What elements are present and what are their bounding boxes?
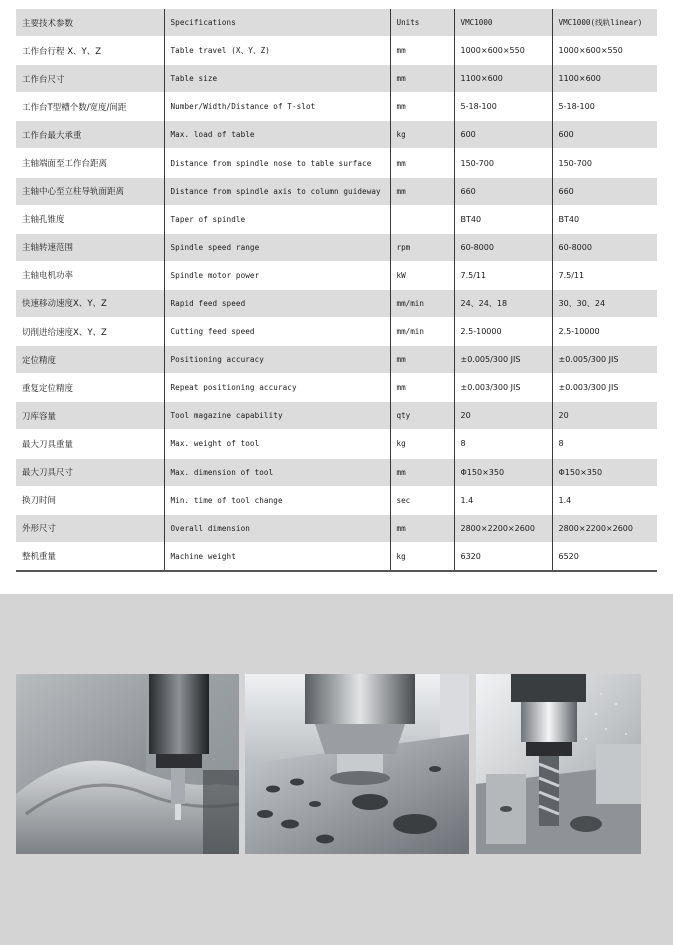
row-label-cn: 最大刀具重量 (16, 430, 164, 458)
row-label-en: Number/Width/Distance of T-slot (164, 93, 390, 121)
row-label-en: Spindle speed range (164, 233, 390, 261)
row-value-vmc1000-linear: 8 (552, 430, 657, 458)
row-label-cn: 重复定位精度 (16, 374, 164, 402)
table-row (16, 233, 657, 261)
row-label-en: Tool magazine capability (164, 402, 390, 430)
row-value-vmc1000: 660 (454, 177, 552, 205)
row-value-vmc1000: 7.5/11 (454, 261, 552, 289)
row-label-en: Distance from spindle nose to table surface (164, 149, 390, 177)
row-label-en: Overall dimension (164, 514, 390, 542)
row-value-vmc1000: 8 (454, 430, 552, 458)
table-row (16, 514, 657, 542)
table-row (16, 346, 657, 374)
row-label-cn: 主轴孔锥度 (16, 205, 164, 233)
table-row (16, 374, 657, 402)
row-label-en: Positioning accuracy (164, 346, 390, 374)
table-header-row (16, 9, 657, 37)
row-label-cn: 刀库容量 (16, 402, 164, 430)
row-value-vmc1000-linear: 5-18-100 (552, 93, 657, 121)
row-unit: mm (390, 514, 454, 542)
row-value-vmc1000-linear: 30、30、24 (552, 289, 657, 317)
row-value-vmc1000: 600 (454, 121, 552, 149)
machining-photo-2 (245, 674, 469, 854)
row-label-cn: 主轴中心至立柱导轨面距离 (16, 177, 164, 205)
row-label-en: Distance from spindle axis to column guideway (164, 177, 390, 205)
row-label-cn: 换刀时间 (16, 486, 164, 514)
photo-band (0, 594, 673, 945)
row-unit: qty (390, 402, 454, 430)
row-value-vmc1000-linear: Φ150×350 (552, 458, 657, 486)
row-label-cn: 切削进给速度X、Y、Z (16, 318, 164, 346)
row-value-vmc1000: 1000×600×550 (454, 37, 552, 65)
row-value-vmc1000: BT40 (454, 205, 552, 233)
row-label-en: Max. dimension of tool (164, 458, 390, 486)
row-unit: mm (390, 93, 454, 121)
row-value-vmc1000-linear: 600 (552, 121, 657, 149)
row-label-cn: 主轴端面至工作台距离 (16, 149, 164, 177)
row-label-cn: 工作台最大承重 (16, 121, 164, 149)
row-label-cn: 整机重量 (16, 542, 164, 571)
machining-photo-1 (16, 674, 239, 854)
row-value-vmc1000-linear: BT40 (552, 205, 657, 233)
row-value-vmc1000: 2.5-10000 (454, 318, 552, 346)
table-row (16, 93, 657, 121)
row-value-vmc1000: 1.4 (454, 486, 552, 514)
row-value-vmc1000-linear: 1.4 (552, 486, 657, 514)
table-row (16, 402, 657, 430)
row-value-vmc1000-linear: 7.5/11 (552, 261, 657, 289)
row-label-cn: 定位精度 (16, 346, 164, 374)
row-value-vmc1000-linear: 20 (552, 402, 657, 430)
row-value-vmc1000: 20 (454, 402, 552, 430)
row-label-cn: 工作台T型槽个数/宽度/间距 (16, 93, 164, 121)
row-unit: mm (390, 374, 454, 402)
row-unit: mm (390, 149, 454, 177)
row-unit: kW (390, 261, 454, 289)
table-row (16, 430, 657, 458)
row-unit: mm (390, 458, 454, 486)
row-label-en: Table travel (X、Y、Z) (164, 37, 390, 65)
machining-photo-3 (476, 674, 641, 854)
row-unit: mm (390, 37, 454, 65)
row-label-en: Machine weight (164, 542, 390, 571)
row-value-vmc1000-linear: 660 (552, 177, 657, 205)
row-label-cn: 最大刀具尺寸 (16, 458, 164, 486)
row-unit (390, 205, 454, 233)
table-row (16, 121, 657, 149)
row-value-vmc1000-linear: 2.5-10000 (552, 318, 657, 346)
row-value-vmc1000: 150-700 (454, 149, 552, 177)
row-value-vmc1000: 24、24、18 (454, 289, 552, 317)
row-value-vmc1000: ±0.003/300 JIS (454, 374, 552, 402)
row-label-cn: 主轴转速范围 (16, 233, 164, 261)
table-row (16, 486, 657, 514)
row-value-vmc1000: 60-8000 (454, 233, 552, 261)
header-cn: 主要技术参数 (16, 9, 164, 37)
row-label-en: Spindle motor power (164, 261, 390, 289)
specifications-table (16, 9, 657, 572)
table-row (16, 542, 657, 571)
row-label-en: Max. weight of tool (164, 430, 390, 458)
row-label-en: Table size (164, 65, 390, 93)
table-row (16, 177, 657, 205)
row-label-en: Rapid feed speed (164, 289, 390, 317)
row-value-vmc1000-linear: 1000×600×550 (552, 37, 657, 65)
row-value-vmc1000-linear: ±0.005/300 JIS (552, 346, 657, 374)
row-label-en: Taper of spindle (164, 205, 390, 233)
row-value-vmc1000-linear: 60-8000 (552, 233, 657, 261)
row-value-vmc1000: 2800×2200×2600 (454, 514, 552, 542)
row-label-en: Max. load of table (164, 121, 390, 149)
row-label-en: Min. time of tool change (164, 486, 390, 514)
row-label-en: Repeat positioning accuracy (164, 374, 390, 402)
row-unit: kg (390, 121, 454, 149)
row-label-cn: 主轴电机功率 (16, 261, 164, 289)
table-row (16, 289, 657, 317)
row-value-vmc1000: 5-18-100 (454, 93, 552, 121)
table-row (16, 205, 657, 233)
row-label-cn: 快速移动速度X、Y、Z (16, 289, 164, 317)
header-en: Specifications (164, 9, 390, 37)
row-value-vmc1000: Φ150×350 (454, 458, 552, 486)
row-unit: sec (390, 486, 454, 514)
row-unit: mm (390, 346, 454, 374)
row-unit: mm (390, 177, 454, 205)
table-row (16, 458, 657, 486)
table-row (16, 37, 657, 65)
table-row (16, 65, 657, 93)
header-model-1: VMC1000 (454, 9, 552, 37)
row-value-vmc1000-linear: 1100×600 (552, 65, 657, 93)
table-row (16, 149, 657, 177)
row-value-vmc1000: 6320 (454, 542, 552, 571)
row-label-en: Cutting feed speed (164, 318, 390, 346)
row-value-vmc1000-linear: 2800×2200×2600 (552, 514, 657, 542)
table-row (16, 261, 657, 289)
row-value-vmc1000-linear: 150-700 (552, 149, 657, 177)
row-label-cn: 工作台行程 X、Y、Z (16, 37, 164, 65)
row-label-cn: 外形尺寸 (16, 514, 164, 542)
table-row (16, 318, 657, 346)
row-value-vmc1000-linear: 6520 (552, 542, 657, 571)
row-label-cn: 工作台尺寸 (16, 65, 164, 93)
row-value-vmc1000-linear: ±0.003/300 JIS (552, 374, 657, 402)
row-unit: kg (390, 430, 454, 458)
row-unit: mm (390, 65, 454, 93)
row-unit: rpm (390, 233, 454, 261)
row-value-vmc1000: ±0.005/300 JIS (454, 346, 552, 374)
row-unit: mm/min (390, 318, 454, 346)
header-model-2: VMC1000(线轨linear) (552, 9, 657, 37)
row-unit: mm/min (390, 289, 454, 317)
row-unit: kg (390, 542, 454, 571)
row-value-vmc1000: 1100×600 (454, 65, 552, 93)
header-unit: Units (390, 9, 454, 37)
